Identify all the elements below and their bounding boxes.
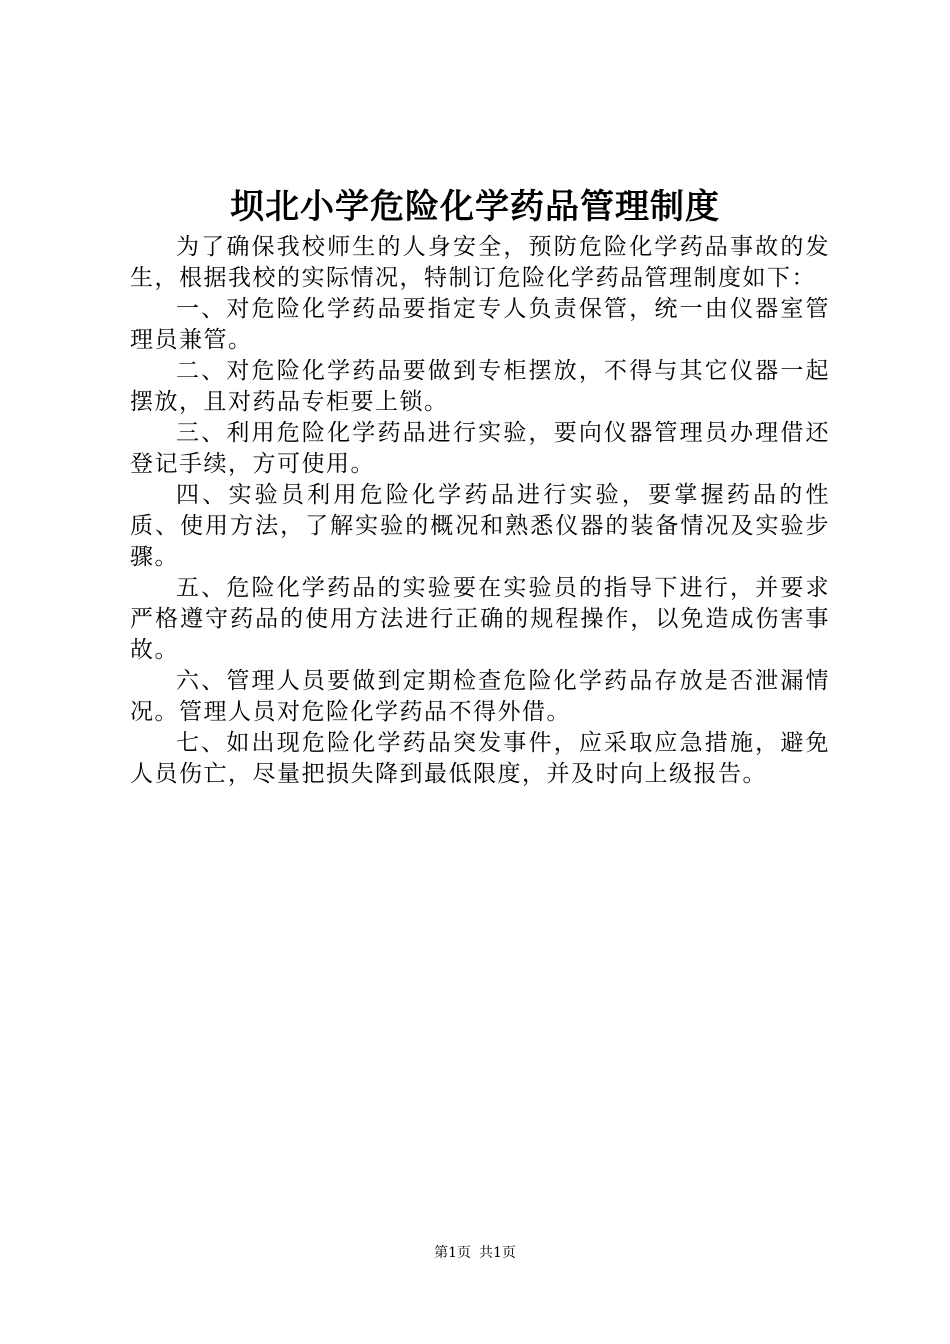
document-body bbox=[130, 232, 830, 790]
rule-paragraph-5: 五、危险化学药品的实验要在实验员的指导下进行，并要求严格遵守药品的使用方法进行正确的规程操作，以免造成伤害事故。 bbox=[130, 575, 830, 663]
page-footer bbox=[0, 1243, 950, 1263]
rule-paragraph-6: 六、管理人员要做到定期检查危险化学药品存放是否泄漏情况。管理人员对危险化学药品不得外借。 bbox=[130, 668, 830, 725]
document-title: 坝北小学危险化学药品管理制度 bbox=[230, 187, 720, 227]
page-number: 第1页 bbox=[434, 1245, 471, 1261]
rule-paragraph-2: 二、对危险化学药品要做到专柜摆放，不得与其它仪器一起摆放，且对药品专柜要上锁。 bbox=[130, 358, 830, 415]
rule-paragraph-3: 三、利用危险化学药品进行实验，要向仪器管理员办理借还登记手续，方可使用。 bbox=[130, 420, 830, 477]
rule-paragraph-4: 四、实验员利用危险化学药品进行实验，要掌握药品的性质、使用方法，了解实验的概况和熟悉仪器的装备情况及实验步骤。 bbox=[130, 482, 830, 570]
rule-paragraph-1: 一、对危险化学药品要指定专人负责保管，统一由仪器室管理员兼管。 bbox=[130, 296, 830, 353]
page-total: 共1页 bbox=[479, 1245, 516, 1261]
rule-paragraph-7: 七、如出现危险化学药品突发事件，应采取应急措施，避免人员伤亡，尽量把损失降到最低限度，并及时向上级报告。 bbox=[130, 730, 830, 787]
intro-paragraph: 为了确保我校师生的人身安全，预防危险化学药品事故的发生，根据我校的实际情况，特制订危险化学药品管理制度如下： bbox=[130, 234, 830, 291]
